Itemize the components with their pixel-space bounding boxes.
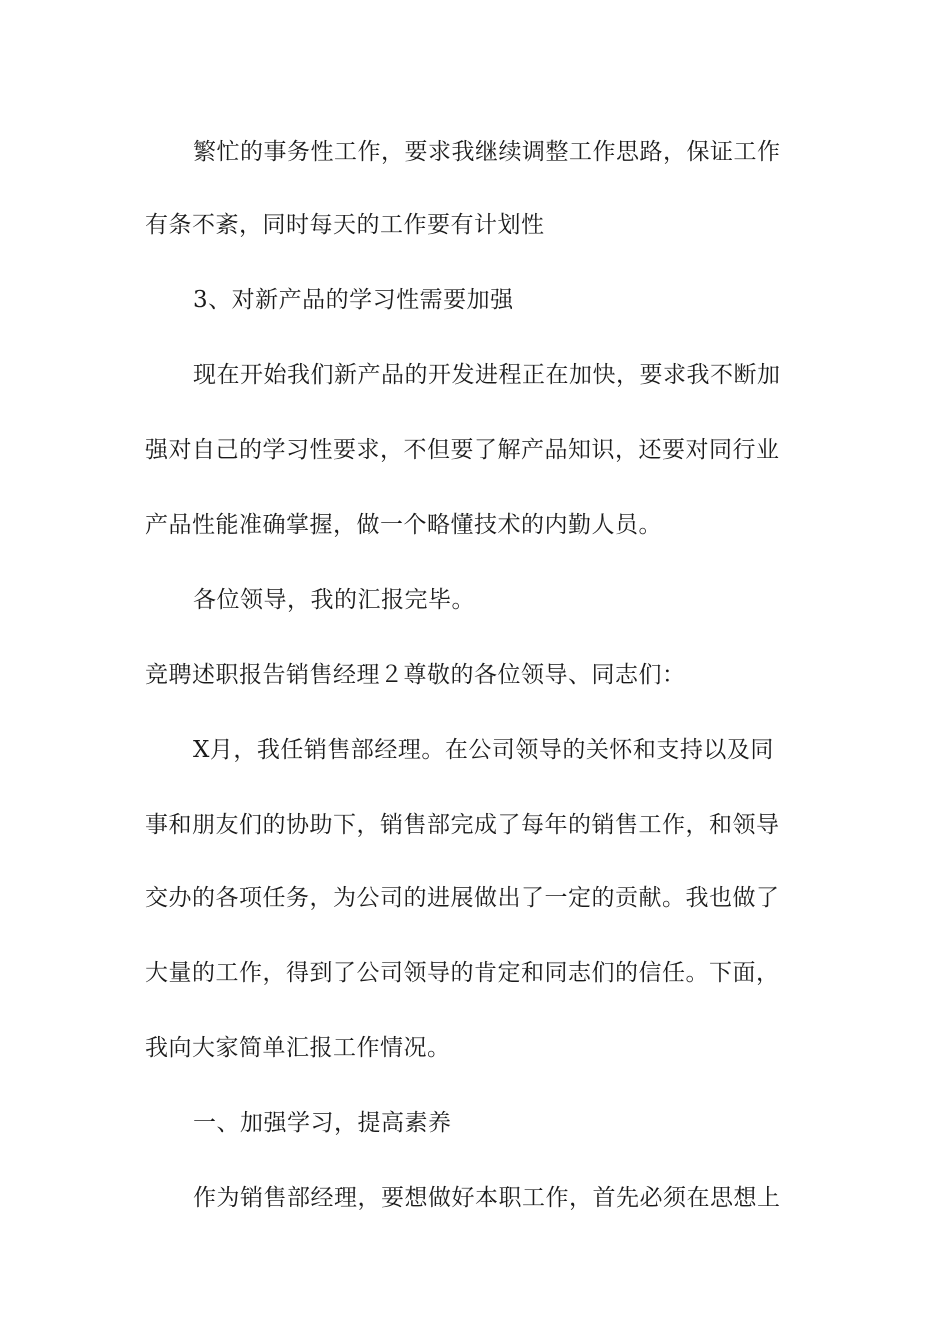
paragraph-line: 产品性能准确掌握，做一个略懂技术的内勤人员。	[145, 512, 662, 538]
paragraph-line: 事和朋友们的协助下，销售部完成了每年的销售工作，和领导	[145, 812, 780, 838]
paragraph-line: 现在开始我们新产品的开发进程正在加快，要求我不断加	[193, 362, 781, 388]
paragraph-line: 繁忙的事务性工作，要求我继续调整工作思路，保证工作	[193, 139, 781, 165]
section-heading: 一、加强学习，提高素养	[193, 1110, 452, 1136]
paragraph-line: 交办的各项任务，为公司的进展做出了一定的贡献。我也做了	[145, 885, 780, 911]
paragraph-line: 大量的工作，得到了公司领导的肯定和同志们的信任。下面，	[145, 960, 780, 986]
paragraph-line: 各位领导，我的汇报完毕。	[193, 587, 475, 613]
paragraph-line: X月，我任销售部经理。在公司领导的关怀和支持以及同	[193, 737, 774, 763]
paragraph-line: 作为销售部经理，要想做好本职工作，首先必须在思想上	[193, 1185, 781, 1211]
paragraph-line: 强对自己的学习性要求，不但要了解产品知识，还要对同行业	[145, 437, 780, 463]
paragraph-line: 我向大家简单汇报工作情况。	[145, 1035, 451, 1061]
paragraph-line: 有条不紊，同时每天的工作要有计划性	[145, 212, 545, 238]
section-heading: 3、对新产品的学习性需要加强	[193, 287, 514, 313]
document-title: 竞聘述职报告销售经理２尊敬的各位领导、同志们：	[145, 662, 686, 688]
